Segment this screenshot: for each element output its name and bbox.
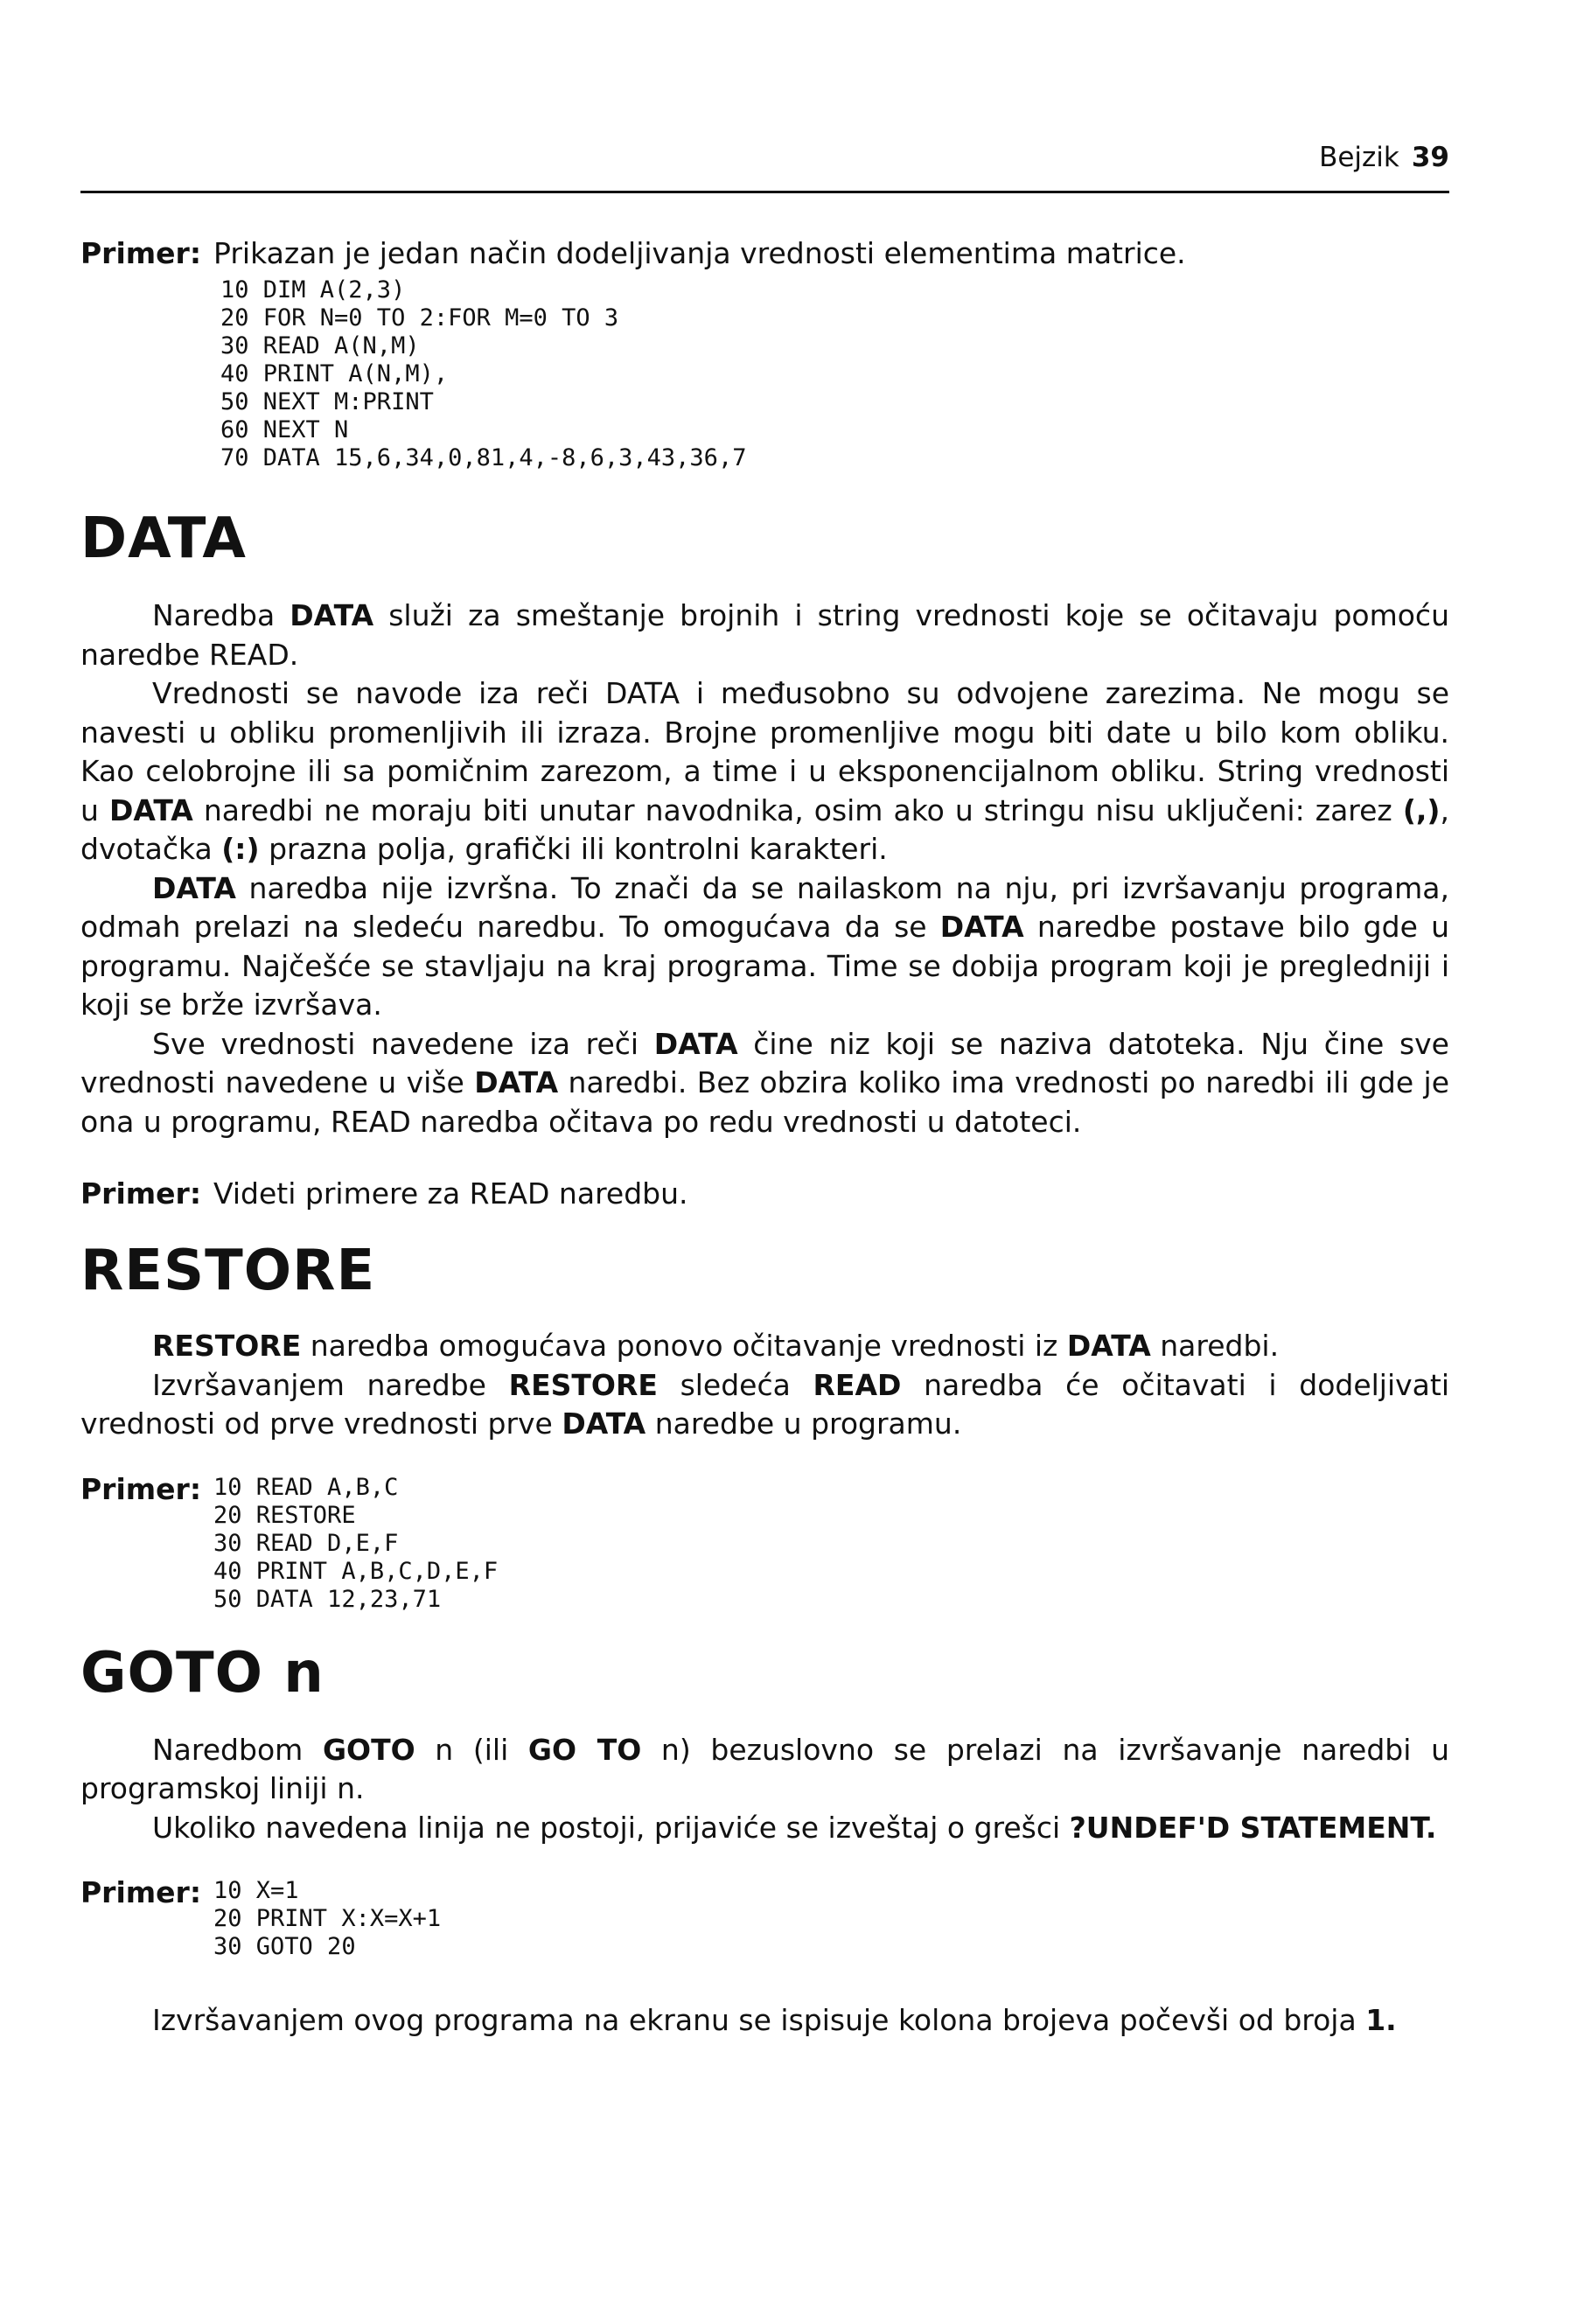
goto-paragraph-1 — [80, 1731, 1449, 1809]
primer-label: Primer: — [80, 1471, 202, 1506]
restore-primer — [80, 1471, 1449, 1614]
restore-paragraph-2 — [80, 1366, 1449, 1444]
restore-paragraph-1 — [80, 1327, 1449, 1366]
text-run: Naredbom — [152, 1732, 323, 1767]
code-line: 10 READ A,B,C — [213, 1473, 399, 1501]
text-run: čine niz koji se naziva datoteka. Nju čine sve vrednosti navedene u više — [80, 1026, 1449, 1099]
text-run: naredba će očitavati i dodeljivati vrednosti od prve vrednosti prve — [80, 1367, 1449, 1441]
code-line: 50 DATA 12,23,71 — [213, 1585, 442, 1613]
primer-label: Primer: — [80, 236, 202, 270]
text-run: naredbe postave bilo gde u programu. Najčešće se stavljaju na kraj programa. Time se dobija program koji je pregledniji i koji se brže izvršava. — [80, 910, 1449, 1022]
text-run: Izvršavanjem naredbe — [152, 1367, 509, 1402]
text-run: služi za smeštanje brojnih i string vrednosti koje se očitavaju pomoću naredbe READ. — [80, 598, 1449, 672]
code-line: 30 GOTO 20 — [213, 1933, 356, 1960]
bold-keyword: DATA — [290, 598, 374, 632]
bold-keyword: 1. — [1365, 2003, 1397, 2037]
text-run: prazna polja, grafički ili kontrolni karakteri. — [259, 832, 888, 866]
text-run: Izvršavanjem ovog programa na ekranu se ispisuje kolona brojeva počevši od broja — [152, 2003, 1366, 2037]
bold-keyword: DATA — [653, 1026, 738, 1061]
code-line: 30 READ A(N,M) — [220, 332, 420, 359]
bold-keyword: DATA — [108, 792, 193, 827]
bold-keyword: DATA — [474, 1065, 559, 1099]
bold-keyword: RESTORE — [508, 1367, 658, 1402]
bold-keyword: RESTORE — [152, 1329, 302, 1363]
text-run: naredba omogućava ponovo očitavanje vrednosti iz — [301, 1329, 1067, 1363]
data-paragraph-3 — [80, 869, 1449, 1025]
code-line: 30 READ D,E,F — [213, 1529, 399, 1557]
data-paragraph-4 — [80, 1025, 1449, 1142]
heading-restore: RESTORE — [80, 1239, 376, 1303]
page-content — [80, 234, 1449, 2041]
running-head-title: Bejzik — [1319, 142, 1399, 173]
code-line: 10 X=1 — [213, 1877, 299, 1904]
running-head — [80, 142, 1449, 173]
text-run: Ukoliko navedena linija ne postoji, prijaviće se izveštaj o grešci — [152, 1810, 1070, 1845]
text-run: naredbi. — [1150, 1329, 1280, 1363]
heading-goto: GOTO n — [80, 1640, 324, 1706]
text-run: Sve vrednosti navedene iza reči — [152, 1026, 654, 1061]
text-run: , dvotačka — [80, 792, 1450, 866]
data-paragraph-1 — [80, 597, 1449, 674]
code-line: 50 NEXT M:PRINT — [220, 388, 434, 415]
primer-label: Primer: — [80, 1875, 202, 1909]
text-run: naredbi ne moraju biti unutar navodnika, osim ako u stringu nisu uključeni: zarez — [192, 792, 1403, 827]
primer-label: Primer: — [80, 1176, 202, 1211]
goto-paragraph-2 — [80, 1809, 1449, 1848]
code-line: 70 DATA 15,6,34,0,81,4,-8,6,3,43,36,7 — [220, 444, 747, 471]
goto-primer — [80, 1877, 1449, 1961]
data-primer-text: Videti primere za READ naredbu. — [213, 1176, 688, 1211]
code-line: 20 FOR N=0 TO 2:FOR M=0 TO 3 — [220, 304, 619, 332]
text-run: naredbe u programu. — [645, 1406, 962, 1441]
page-number: 39 — [1411, 142, 1449, 173]
code-block-matrix — [220, 276, 1449, 472]
text-run: Naredba — [152, 598, 290, 632]
code-line: 10 DIM A(2,3) — [220, 276, 406, 304]
bold-keyword: (,) — [1402, 792, 1441, 827]
text-run: n) bezuslovno se prelazi na izvršavanje naredbi u programskoj liniji n. — [80, 1732, 1449, 1805]
code-line: 60 NEXT N — [220, 416, 349, 443]
bold-keyword: READ — [813, 1367, 902, 1402]
bold-keyword: GO TO — [527, 1732, 642, 1767]
intro-primer-text: Prikazan je jedan način dodeljivanja vrednosti elementima matrice. — [213, 236, 1186, 270]
intro-primer — [80, 234, 1449, 273]
bold-keyword: DATA — [939, 910, 1024, 944]
heading-data: DATA — [80, 506, 247, 571]
code-block-restore — [213, 1474, 498, 1614]
data-paragraph-2 — [80, 674, 1449, 869]
code-line: 20 RESTORE — [213, 1501, 356, 1529]
goto-closing — [80, 2001, 1449, 2041]
code-line: 40 PRINT A,B,C,D,E,F — [213, 1557, 499, 1585]
code-block-goto — [213, 1877, 441, 1961]
text-run: naredbi. Bez obzira koliko ima vrednosti po naredbi ili gde je ona u programu, READ naredba očitava po redu vrednosti u datoteci. — [80, 1065, 1450, 1139]
bold-keyword: GOTO — [322, 1732, 415, 1767]
bold-keyword: DATA — [152, 870, 236, 905]
bold-keyword: ?UNDEF'D STATEMENT. — [1069, 1810, 1437, 1845]
code-line: 20 PRINT X:X=X+1 — [213, 1905, 442, 1932]
code-line: 40 PRINT A(N,M), — [220, 360, 449, 387]
text-run: n (ili — [415, 1732, 528, 1767]
text-run: sledeća — [657, 1367, 813, 1402]
text-run: Vrednosti se navode iza reči DATA i međusobno su odvojene zarezima. Ne mogu se navesti u obliku promenljivih ili izraza. Brojne promenljive mogu biti date u bilo kom obliku. Kao celobrojne ili sa pomičnim zarezom, a time i u eksponencijalnom obliku. String vrednosti u — [80, 676, 1449, 827]
bold-keyword: (:) — [221, 832, 260, 866]
bold-keyword: DATA — [1066, 1329, 1151, 1363]
text-run: naredba nije izvršna. To znači da se nailaskom na nju, pri izvršavanju programa, odmah prelazi na sledeću naredbu. To omogućava da se — [80, 870, 1449, 944]
bold-keyword: DATA — [562, 1406, 646, 1441]
data-primer — [80, 1175, 1449, 1213]
header-rule — [80, 191, 1449, 193]
